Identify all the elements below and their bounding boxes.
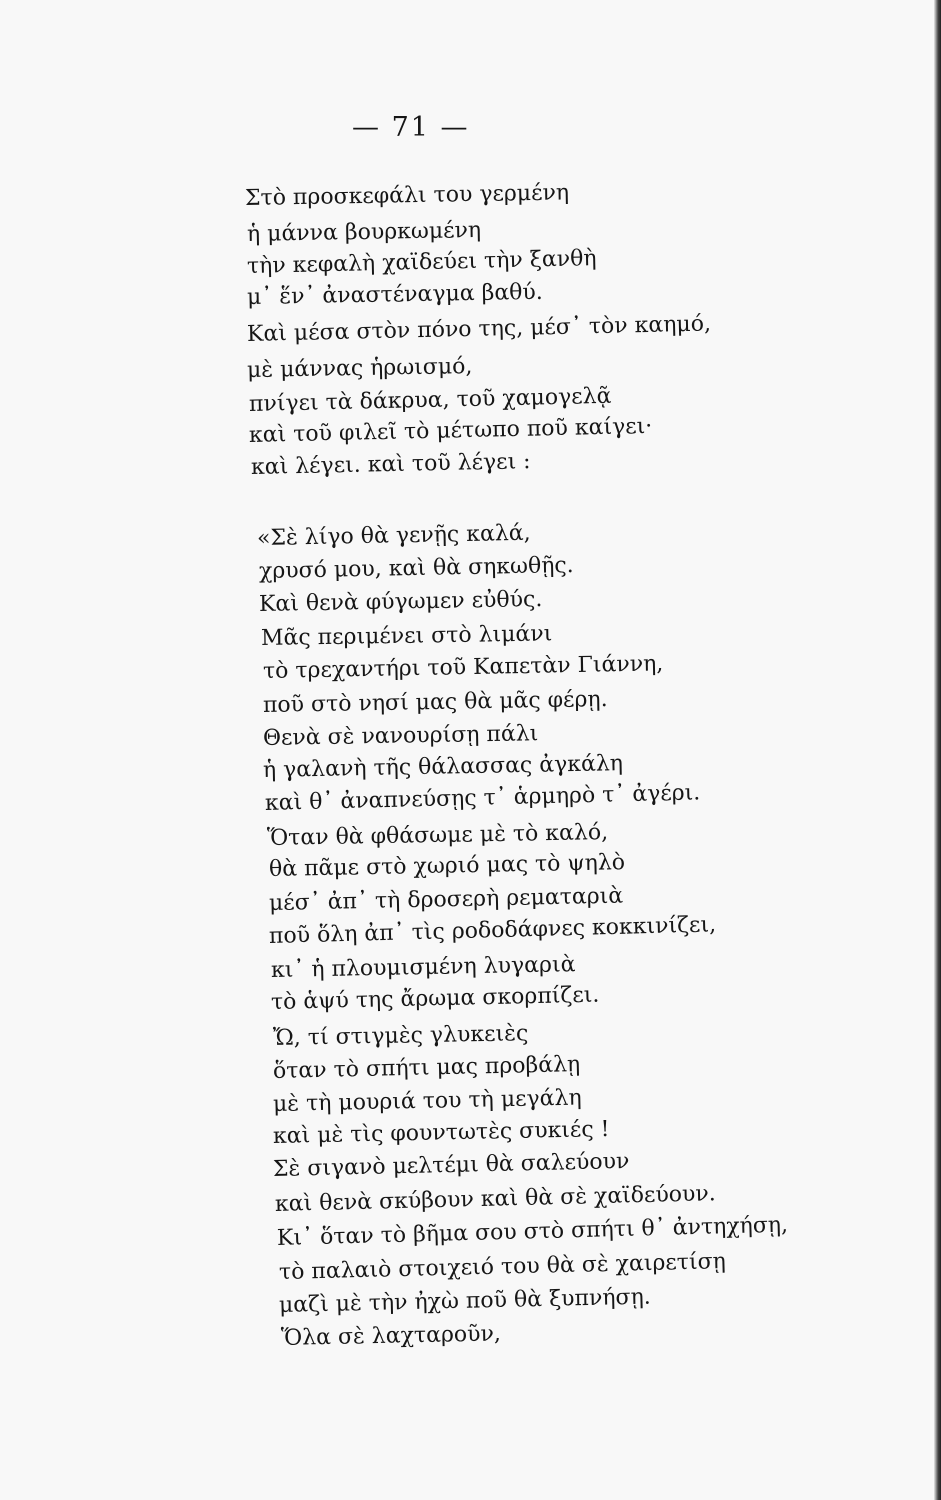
poem-line: ἡ γαλανὴ τῆς θάλασσας ἀγκάλη — [262, 751, 624, 783]
poem-line: χρυσό μου, καὶ θὰ σηκωθῇς. — [258, 552, 574, 584]
poem-line: τὴν κεφαλὴ χαϊδεύει τὴν ξανθὴ — [246, 246, 597, 279]
poem-line: καὶ λέγει. καὶ τοῦ λέγει : — [250, 449, 531, 480]
poem-line: τὸ παλαιὸ στοιχειό του θὰ σὲ χαιρετίσῃ — [278, 1249, 727, 1285]
page-edge — [934, 0, 941, 1500]
poem-line: καὶ μὲ τὶς φουντωτὲς συκιές ! — [272, 1116, 610, 1149]
page-number: — 71 — — [352, 112, 470, 143]
poem-line: Ὤ, τί στιγμὲς γλυκειὲς — [272, 1021, 529, 1051]
poem-line: καὶ θ᾽ ἀναπνεύσῃς τ᾽ ἁρμηρὸ τ᾽ ἀγέρι. — [264, 780, 701, 816]
poem-line: ποῦ στὸ νησί μας θὰ μᾶς φέρῃ. — [262, 686, 608, 718]
poem-line: Θενὰ σὲ νανουρίσῃ πάλι — [262, 721, 539, 751]
poem-line: Καὶ θενὰ φύγωμεν εὐθύς. — [258, 587, 543, 617]
poem-line: μ᾽ ἕν᾽ ἀναστέναγμα βαθύ. — [246, 279, 544, 310]
poem-line: καὶ θενὰ σκύβουν καὶ θὰ σὲ χαϊδεύουν. — [274, 1181, 717, 1217]
poem-line: ἡ μάννα βουρκωμένη — [246, 217, 482, 247]
poem-line: πνίγει τὰ δάκρυα, τοῦ χαμογελᾷ — [248, 383, 612, 417]
poem-line: ὅταν τὸ σπήτι μας προβάλῃ — [272, 1052, 581, 1084]
poem-line: Κι᾽ ὅταν τὸ βῆμα σου στὸ σπήτι θ᾽ ἀντηχήσῃ, — [276, 1212, 789, 1251]
poem-line: Ὅταν θὰ φθάσωμε μὲ τὸ καλό, — [266, 820, 609, 851]
poem-line: καὶ τοῦ φιλεῖ τὸ μέτωπο ποῦ καίγει· — [248, 413, 653, 448]
poem-line: Καὶ μέσα στὸν πόνο της, μέσ᾽ τὸν καημό, — [246, 311, 712, 347]
poem-line: θὰ πᾶμε στὸ χωριό μας τὸ ψηλὸ — [268, 850, 626, 882]
poem-line: μαζὶ μὲ τὴν ἠχὼ ποῦ θὰ ξυπνήσῃ. — [278, 1284, 652, 1318]
poem-line: Μᾶς περιμένει στὸ λιμάνι — [260, 621, 553, 651]
poem-line: Ὅλα σὲ λαχταροῦν, — [280, 1321, 502, 1351]
poem-line: Σὲ σιγανὸ μελτέμι θὰ σαλεύουν — [272, 1148, 630, 1182]
poem-line: τὸ ἁψύ της ἄρωμα σκορπίζει. — [270, 982, 600, 1015]
poem-line: μὲ μάννας ἡρωισμό, — [246, 354, 473, 383]
poem-line: «Σὲ λίγο θὰ γενῇς καλά, — [256, 520, 531, 551]
poem-line: Στὸ προσκεφάλι του γερμένη — [244, 180, 570, 211]
poem-line: ποῦ ὅλη ἀπ᾽ τὶς ροδοδάφνες κοκκινίζει, — [268, 912, 717, 949]
poem-line: τὸ τρεχαντήρι τοῦ Καπετὰν Γιάννη, — [262, 651, 664, 684]
poem-line: μὲ τὴ μουριά του τὴ μεγάλη — [272, 1085, 582, 1117]
poem-line: μέσ᾽ ἀπ᾽ τὴ δροσερὴ ρεματαριὰ — [268, 883, 624, 916]
poem-line: κι᾽ ἡ πλουμισμένη λυγαριὰ — [270, 952, 576, 983]
